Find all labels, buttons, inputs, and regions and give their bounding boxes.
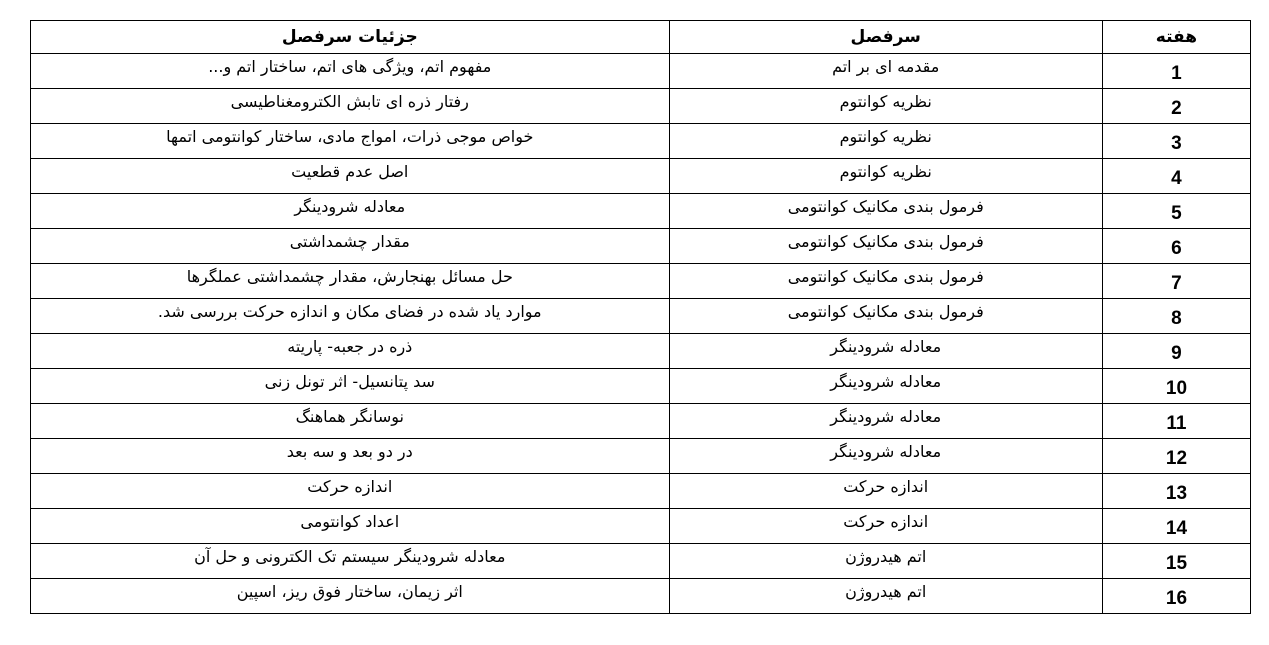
topic-cell xyxy=(669,89,1102,124)
details-text: اندازه حرکت xyxy=(307,476,393,496)
week-number: 5 xyxy=(1171,203,1182,224)
details-text: نوسانگر هماهنگ xyxy=(295,406,404,426)
details-text: ذره در جعبه- پاریته xyxy=(287,336,413,356)
topic-text: معادله شرودینگر xyxy=(830,441,942,461)
details-cell xyxy=(31,579,670,614)
week-number: 8 xyxy=(1171,308,1182,329)
details-text: رفتار ذره ای تابش الکترومغناطیسی xyxy=(230,91,469,111)
table-row xyxy=(31,369,1251,404)
table-row xyxy=(31,509,1251,544)
details-cell xyxy=(31,474,670,509)
topic-text: معادله شرودینگر xyxy=(830,336,942,356)
topic-cell xyxy=(669,474,1102,509)
details-cell xyxy=(31,54,670,89)
topic-cell xyxy=(669,334,1102,369)
week-cell xyxy=(1102,54,1250,89)
topic-text: معادله شرودینگر xyxy=(830,406,942,426)
week-cell xyxy=(1102,579,1250,614)
table-row xyxy=(31,89,1251,124)
week-cell xyxy=(1102,509,1250,544)
week-number: 2 xyxy=(1171,98,1182,119)
week-cell xyxy=(1102,194,1250,229)
topic-text: فرمول بندی مکانیک کوانتومی xyxy=(787,266,984,286)
details-cell xyxy=(31,264,670,299)
topic-text: اتم هیدروژن xyxy=(845,581,927,601)
details-text: در دو بعد و سه بعد xyxy=(286,441,413,461)
week-number: 13 xyxy=(1165,483,1188,504)
topic-cell xyxy=(669,509,1102,544)
table-row xyxy=(31,299,1251,334)
details-cell xyxy=(31,229,670,264)
details-cell xyxy=(31,159,670,194)
week-number: 15 xyxy=(1165,553,1188,574)
week-number: 9 xyxy=(1171,343,1182,364)
topic-cell xyxy=(669,579,1102,614)
table-row xyxy=(31,229,1251,264)
topic-text: اندازه حرکت xyxy=(843,476,929,496)
table-row xyxy=(31,194,1251,229)
header-details: جزئیات سرفصل xyxy=(31,21,670,54)
week-cell xyxy=(1102,369,1250,404)
week-number: 4 xyxy=(1171,168,1182,189)
week-cell xyxy=(1102,404,1250,439)
details-text: سد پتانسیل- اثر تونل زنی xyxy=(264,371,435,391)
header-topic: سرفصل xyxy=(669,21,1102,54)
details-cell xyxy=(31,369,670,404)
week-number: 6 xyxy=(1171,238,1182,259)
details-cell xyxy=(31,439,670,474)
week-cell xyxy=(1102,334,1250,369)
week-cell xyxy=(1102,89,1250,124)
week-cell xyxy=(1102,544,1250,579)
topic-text: نظریه کوانتوم xyxy=(839,161,932,181)
details-text: اعداد کوانتومی xyxy=(300,511,400,531)
table-row xyxy=(31,159,1251,194)
topic-cell xyxy=(669,369,1102,404)
details-cell xyxy=(31,404,670,439)
table-row xyxy=(31,579,1251,614)
details-cell xyxy=(31,544,670,579)
syllabus-body xyxy=(31,54,1251,614)
week-number: 11 xyxy=(1166,413,1187,434)
topic-cell xyxy=(669,299,1102,334)
topic-text: معادله شرودینگر xyxy=(830,371,942,391)
details-text: اثر زیمان، ساختار فوق ریز، اسپین xyxy=(236,581,463,601)
details-cell xyxy=(31,89,670,124)
topic-cell xyxy=(669,404,1102,439)
topic-text: نظریه کوانتوم xyxy=(839,126,932,146)
topic-text: فرمول بندی مکانیک کوانتومی xyxy=(787,196,984,216)
week-number: 14 xyxy=(1165,518,1188,539)
details-text: حل مسائل بهنجارش، مقدار چشمداشتی عملگرها xyxy=(186,266,513,286)
table-row xyxy=(31,264,1251,299)
topic-text: فرمول بندی مکانیک کوانتومی xyxy=(787,231,984,251)
table-row xyxy=(31,404,1251,439)
header-row xyxy=(31,21,1251,54)
week-cell xyxy=(1102,439,1250,474)
week-number: 3 xyxy=(1171,133,1182,154)
table-row xyxy=(31,124,1251,159)
details-cell xyxy=(31,509,670,544)
topic-cell xyxy=(669,229,1102,264)
topic-cell xyxy=(669,194,1102,229)
table-row xyxy=(31,334,1251,369)
topic-cell xyxy=(669,54,1102,89)
details-text: معادله شرودینگر xyxy=(294,196,406,216)
week-cell xyxy=(1102,474,1250,509)
topic-text: اندازه حرکت xyxy=(843,511,929,531)
details-text: اصل عدم قطعیت xyxy=(291,161,409,181)
week-number: 12 xyxy=(1165,448,1188,469)
topic-text: فرمول بندی مکانیک کوانتومی xyxy=(787,301,984,321)
week-number: 7 xyxy=(1171,273,1182,294)
week-number: 16 xyxy=(1165,588,1188,609)
header-week: هفته xyxy=(1102,21,1250,54)
table-row xyxy=(31,54,1251,89)
week-cell xyxy=(1102,299,1250,334)
table-row xyxy=(31,439,1251,474)
topic-cell xyxy=(669,439,1102,474)
week-cell xyxy=(1102,229,1250,264)
details-cell xyxy=(31,334,670,369)
details-text: مفهوم اتم، ویژگی های اتم، ساختار اتم و... xyxy=(208,56,492,76)
topic-cell xyxy=(669,124,1102,159)
week-number: 10 xyxy=(1165,378,1188,399)
week-number: 1 xyxy=(1171,63,1182,84)
topic-text: نظریه کوانتوم xyxy=(839,91,932,111)
topic-cell xyxy=(669,544,1102,579)
topic-cell xyxy=(669,159,1102,194)
details-cell xyxy=(31,194,670,229)
topic-text: مقدمه ای بر اتم xyxy=(832,56,940,76)
details-text: مقدار چشمداشتی xyxy=(289,231,410,251)
details-cell xyxy=(31,124,670,159)
table-row xyxy=(31,544,1251,579)
week-cell xyxy=(1102,264,1250,299)
details-text: معادله شرودینگر سیستم تک الکترونی و حل آن xyxy=(194,546,506,566)
topic-text: اتم هیدروژن xyxy=(845,546,927,566)
details-text: خواص موجی ذرات، امواج مادی، ساختار کوانتومی اتمها xyxy=(166,126,534,146)
week-cell xyxy=(1102,159,1250,194)
details-cell xyxy=(31,299,670,334)
topic-cell xyxy=(669,264,1102,299)
details-text: موارد یاد شده در فضای مکان و اندازه حرکت بررسی شد. xyxy=(157,301,542,321)
syllabus-table xyxy=(30,20,1251,614)
table-row xyxy=(31,474,1251,509)
week-cell xyxy=(1102,124,1250,159)
